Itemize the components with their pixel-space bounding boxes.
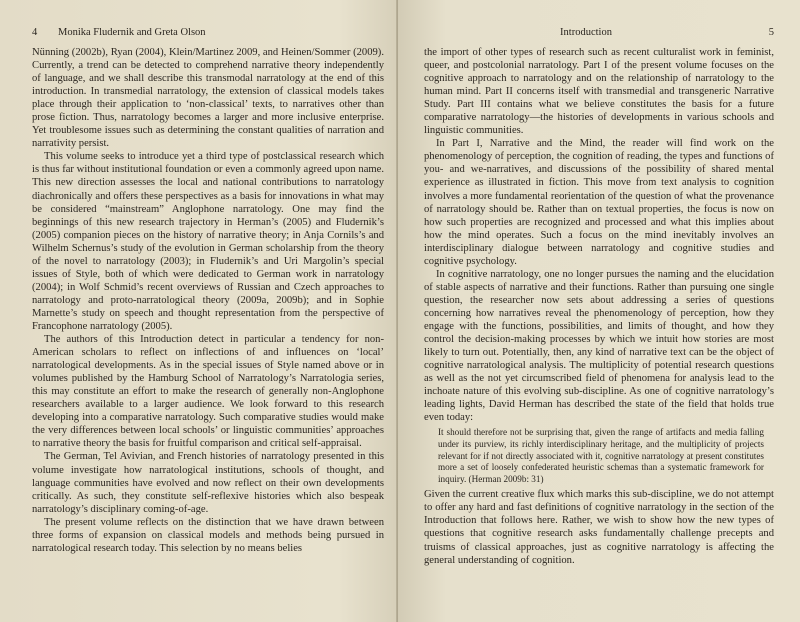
right-page bbox=[398, 0, 800, 622]
page-number: 4 bbox=[32, 27, 38, 38]
paragraph: The present volume reflects on the distinction that we have drawn between three forms of expansion on classical models and methods being pursued in narratological research today. This selection by no means belies bbox=[32, 516, 384, 554]
paragraph: In cognitive narratology, one no longer pursues the naming and the elucidation of stable aspects of narrative and their functions. Rather than pursuing one single question, the researcher now sets about addressing a series of questions concerning how narratives reveal the phenomenology of perception, how they engage with the functions, possibilities, and limits of thought, and how they control the decision-making processes by which we intuit how stories are most likely to turn out. Potentially, then, any kind of narrative text can be the object of cognitive narratological analysis. The multiplicity of potential research questions as well as the not yet circumscribed field of phenomena for analysis lead to the inchoate nature of this evolving sub-discipline. As one of cognitive narratology’s leading lights, David Herman has described the state of the field that holds true even today: bbox=[424, 268, 774, 424]
block-quote: It should therefore not be surprising that, given the range of artifacts and media falling under its purview, its richly interdisciplinary heritage, and the multiplicity of projects relevant for if not directly associated with it, cognitive narratology at present constitutes more a set of loosely confederated heuristic schemas than a systematic framework for inquiry. (Herman 2009b: 31) bbox=[438, 427, 764, 484]
paragraph: Nünning (2002b), Ryan (2004), Klein/Martinez 2009, and Heinen/Sommer (2009). Currently, a trend can be detected to comprehend narrative theory independently of language, and we shall describe this transmodal narratology at the end of this introduction. In transmedial narratology, the extension of classical models takes place through their application to ‘non-classical’ texts, to narratives other than prose fiction. Thus, narratology becomes a larger and more inclusive enterprise. Yet troublesome issues such as determining the constant qualities of narration and narrativity persist. bbox=[32, 47, 384, 150]
running-head: Monika Fludernik and Greta Olson bbox=[58, 27, 206, 38]
paragraph: The authors of this Introduction detect in particular a tendency for non-American scholars to reflect on inflections of and influences on ‘local’ narratological developments. As in the special issues of Style named above or in volumes published by the Hamburg School of Narratology’s Narratologia series, this may constitute an effort to make the research of generally non-Anglophone researchers available to a larger audience. We look forward to this research developing into a comparative narratology. Such comparative studies would make the very differences between local schools’ or linguistic communities’ approaches to narrative theory the basis for fruitful comparison and critical self-appraisal. bbox=[32, 334, 384, 450]
right-page-header bbox=[424, 26, 774, 40]
paragraph: the import of other types of research such as recent culturalist work in feminist, queer, and postcolonial narratology. Part I of the present volume focuses on the cognitive approach to narratology and on the relationship of narratology to the human mind. Part II concerns itself with transmedial and transgeneric Narrative Study. Part III contains what we believe constitutes the basis for a future comparative narratology—the histories of developments in various schools and linguistic communities. bbox=[424, 47, 774, 137]
running-head: Introduction bbox=[560, 27, 612, 38]
left-page-header bbox=[32, 26, 384, 40]
paragraph: The German, Tel Avivian, and French histories of narratology presented in this volume investigate how narratological institutions, schools of thought, and language communities have evolved and now reflect on their own developments critically. As such, they constitute self-reflexive histories which also bespeak narratology’s disciplinary coming-of-age. bbox=[32, 451, 384, 515]
page-number: 5 bbox=[768, 27, 774, 38]
left-page bbox=[0, 0, 398, 622]
paragraph: In Part I, Narrative and the Mind, the reader will find work on the phenomenology of perception, the cognition of reading, the types and functions of you- and we-narratives, and discussions of the possibility of shared mental experience as illustrated in fiction. This move from text analysis to cognition involves a more fundamental reorientation of the question of what the provenance of narratology should be. Rather than on textual properties, the focus is now on how such properties are recognized and processed and what this implies about how the mind operates. Such a focus on the mind inevitably involves an interdisciplinary dialogue between narratology and cognitive studies and cognitive psychology. bbox=[424, 138, 774, 267]
paragraph: This volume seeks to introduce yet a third type of postclassical research which is thus far without institutional foundation or even a commonly agreed upon name. This new direction assesses the local and national contributions to narratology diachronically and offers these perspectives as a basis for innovations in what may be considered “mainstream” Anglophone narratology. One may find the beginnings of this new research trajectory in Herman’s (2005) and Fludernik’s (2005) companion pieces on the history of narrative theory; in Anja Cornils’s and Wilhelm Schernus’s study of the evolution in German scholarship from the theory of the novel to narratology (2003); in Fludernik’s and Uri Margolin’s special issues of Style, both of which were dedicated to German work in narratology (2004); in Wolf Schmid’s recent overviews of Russian and Czech approaches to narratology and proto-narratological theory (2009a, 2009b); and in Sophie Marnette’s study on speech and thought representation from the perspective of Francophone narratology (2005). bbox=[32, 151, 384, 332]
paragraph: Given the current creative flux which marks this sub-discipline, we do not attempt to offer any hard and fast definitions of cognitive narratology in the section of the Introduction that follows here. Rather, we wish to show how the new types of questions that cognitive research asks fundamentally challenge precepts and truisms of classical approaches, just as cognitive narratology is affecting the general understanding of cognition. bbox=[424, 489, 774, 566]
